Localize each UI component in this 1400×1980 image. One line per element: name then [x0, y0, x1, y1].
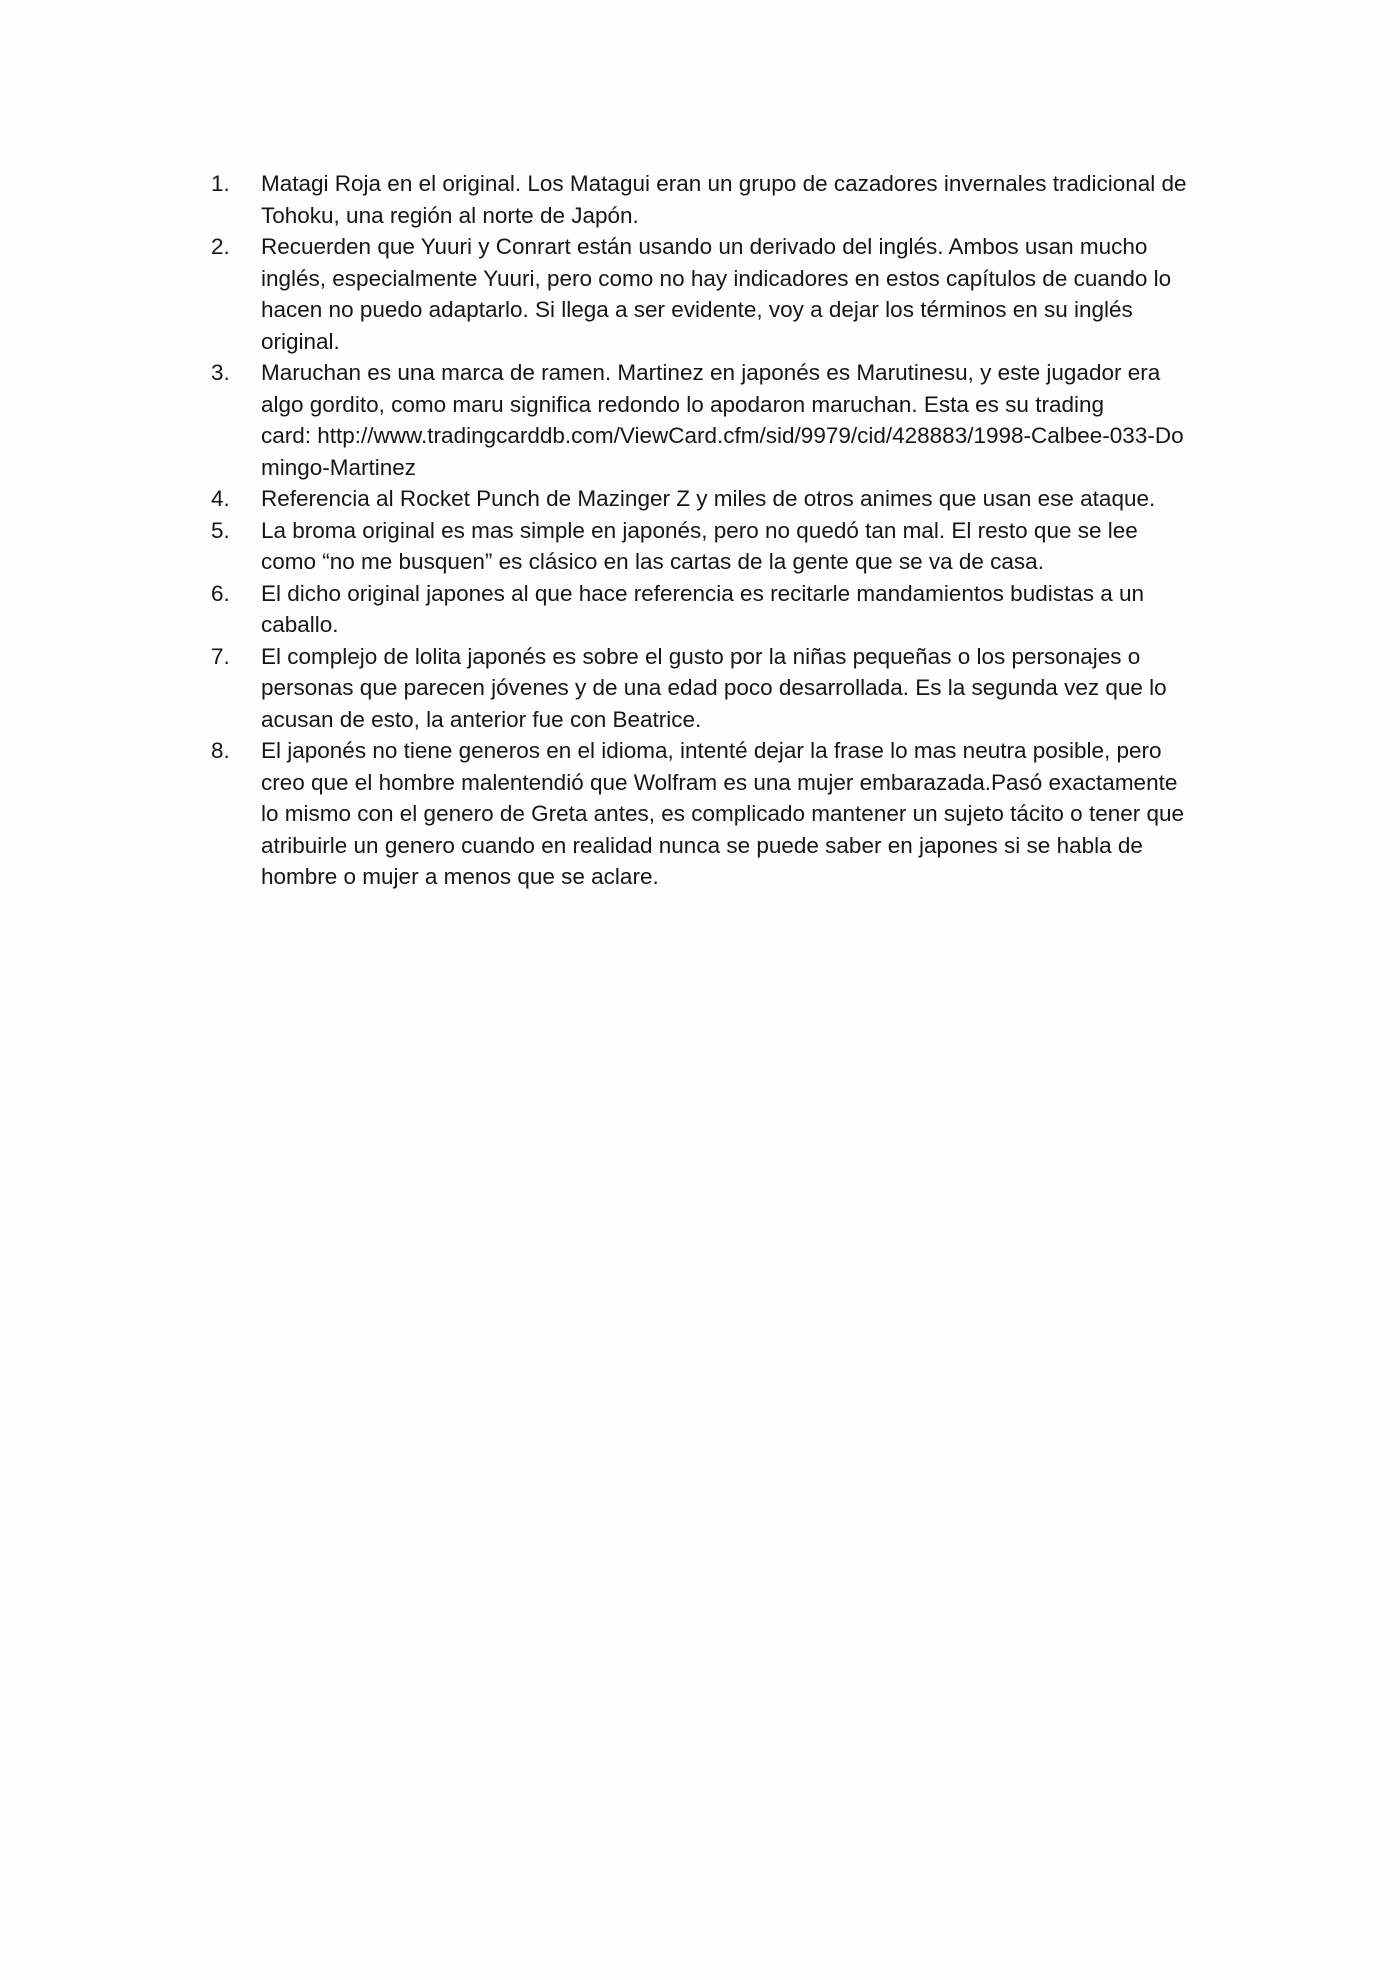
note-number: 1.	[211, 171, 230, 196]
note-item-8	[205, 735, 1195, 893]
note-number: 2.	[211, 234, 230, 259]
note-item-6	[205, 578, 1195, 641]
note-number: 6.	[211, 580, 230, 606]
note-item-2	[205, 231, 1195, 357]
note-number: 3.	[211, 360, 230, 385]
note-item-5	[205, 515, 1195, 578]
translator-notes-list	[205, 168, 1195, 893]
note-item-7	[205, 641, 1195, 736]
note-text: Referencia al Rocket Punch de Mazinger Z y miles de otros animes que usan ese ataque.	[261, 486, 1156, 511]
note-text: Maruchan es una marca de ramen. Martinez en japonés es Marutinesu, y este jugador era algo gordito, como maru significa redondo lo apodaron maruchan. Esta es su trading	[261, 360, 1161, 417]
note-number: 7.	[211, 643, 230, 669]
note-text: El dicho original japones al que hace referencia es recitarle mandamientos budistas a un caballo.	[261, 580, 1145, 637]
note-item-3	[205, 357, 1195, 483]
note-text: Matagi Roja en el original. Los Matagui eran un grupo de cazadores invernales tradicional de Tohoku, una región al norte de Japón.	[261, 171, 1187, 228]
note-text: El japonés no tiene generos en el idioma, intenté dejar la frase lo mas neutra posible, pero creo que el hombre malentendió que Wolfram es una mujer embarazada.Pasó exactamente lo mismo con el genero de Greta antes, es complicado mantener un sujeto tácito o tener que atribuirle un genero cuando en realidad nunca se puede saber en japones si se habla de hombre o mujer a menos que se aclare.	[261, 738, 1185, 889]
note-number: 5.	[211, 517, 230, 543]
note-text: Recuerden que Yuuri y Conrart están usando un derivado del inglés. Ambos usan mucho inglés, especialmente Yuuri, pero como no hay indicadores en estos capítulos de cuando lo hacen no puedo adaptarlo. Si llega a ser evidente, voy a dejar los términos en su inglés original.	[261, 234, 1172, 354]
note-number: 8.	[211, 738, 230, 763]
note-text: La broma original es mas simple en japonés, pero no quedó tan mal. El resto que se lee como “no me busquen” es clásico en las cartas de la gente que se va de casa.	[261, 517, 1138, 574]
note-number: 4.	[211, 486, 230, 511]
note-text: El complejo de lolita japonés es sobre el gusto por la niñas pequeñas o los personajes o personas que parecen jóvenes y de una edad poco desarrollada. Es la segunda vez que lo acusan de esto, la anterior fue con Beatrice.	[261, 643, 1167, 732]
note-item-1	[205, 168, 1195, 231]
note-item-4	[205, 483, 1195, 515]
trading-card-link[interactable]: card: http://www.tradingcarddb.com/ViewCard.cfm/sid/9979/cid/428883/1998-Calbee-033-Domingo-Martinez	[261, 423, 1184, 480]
